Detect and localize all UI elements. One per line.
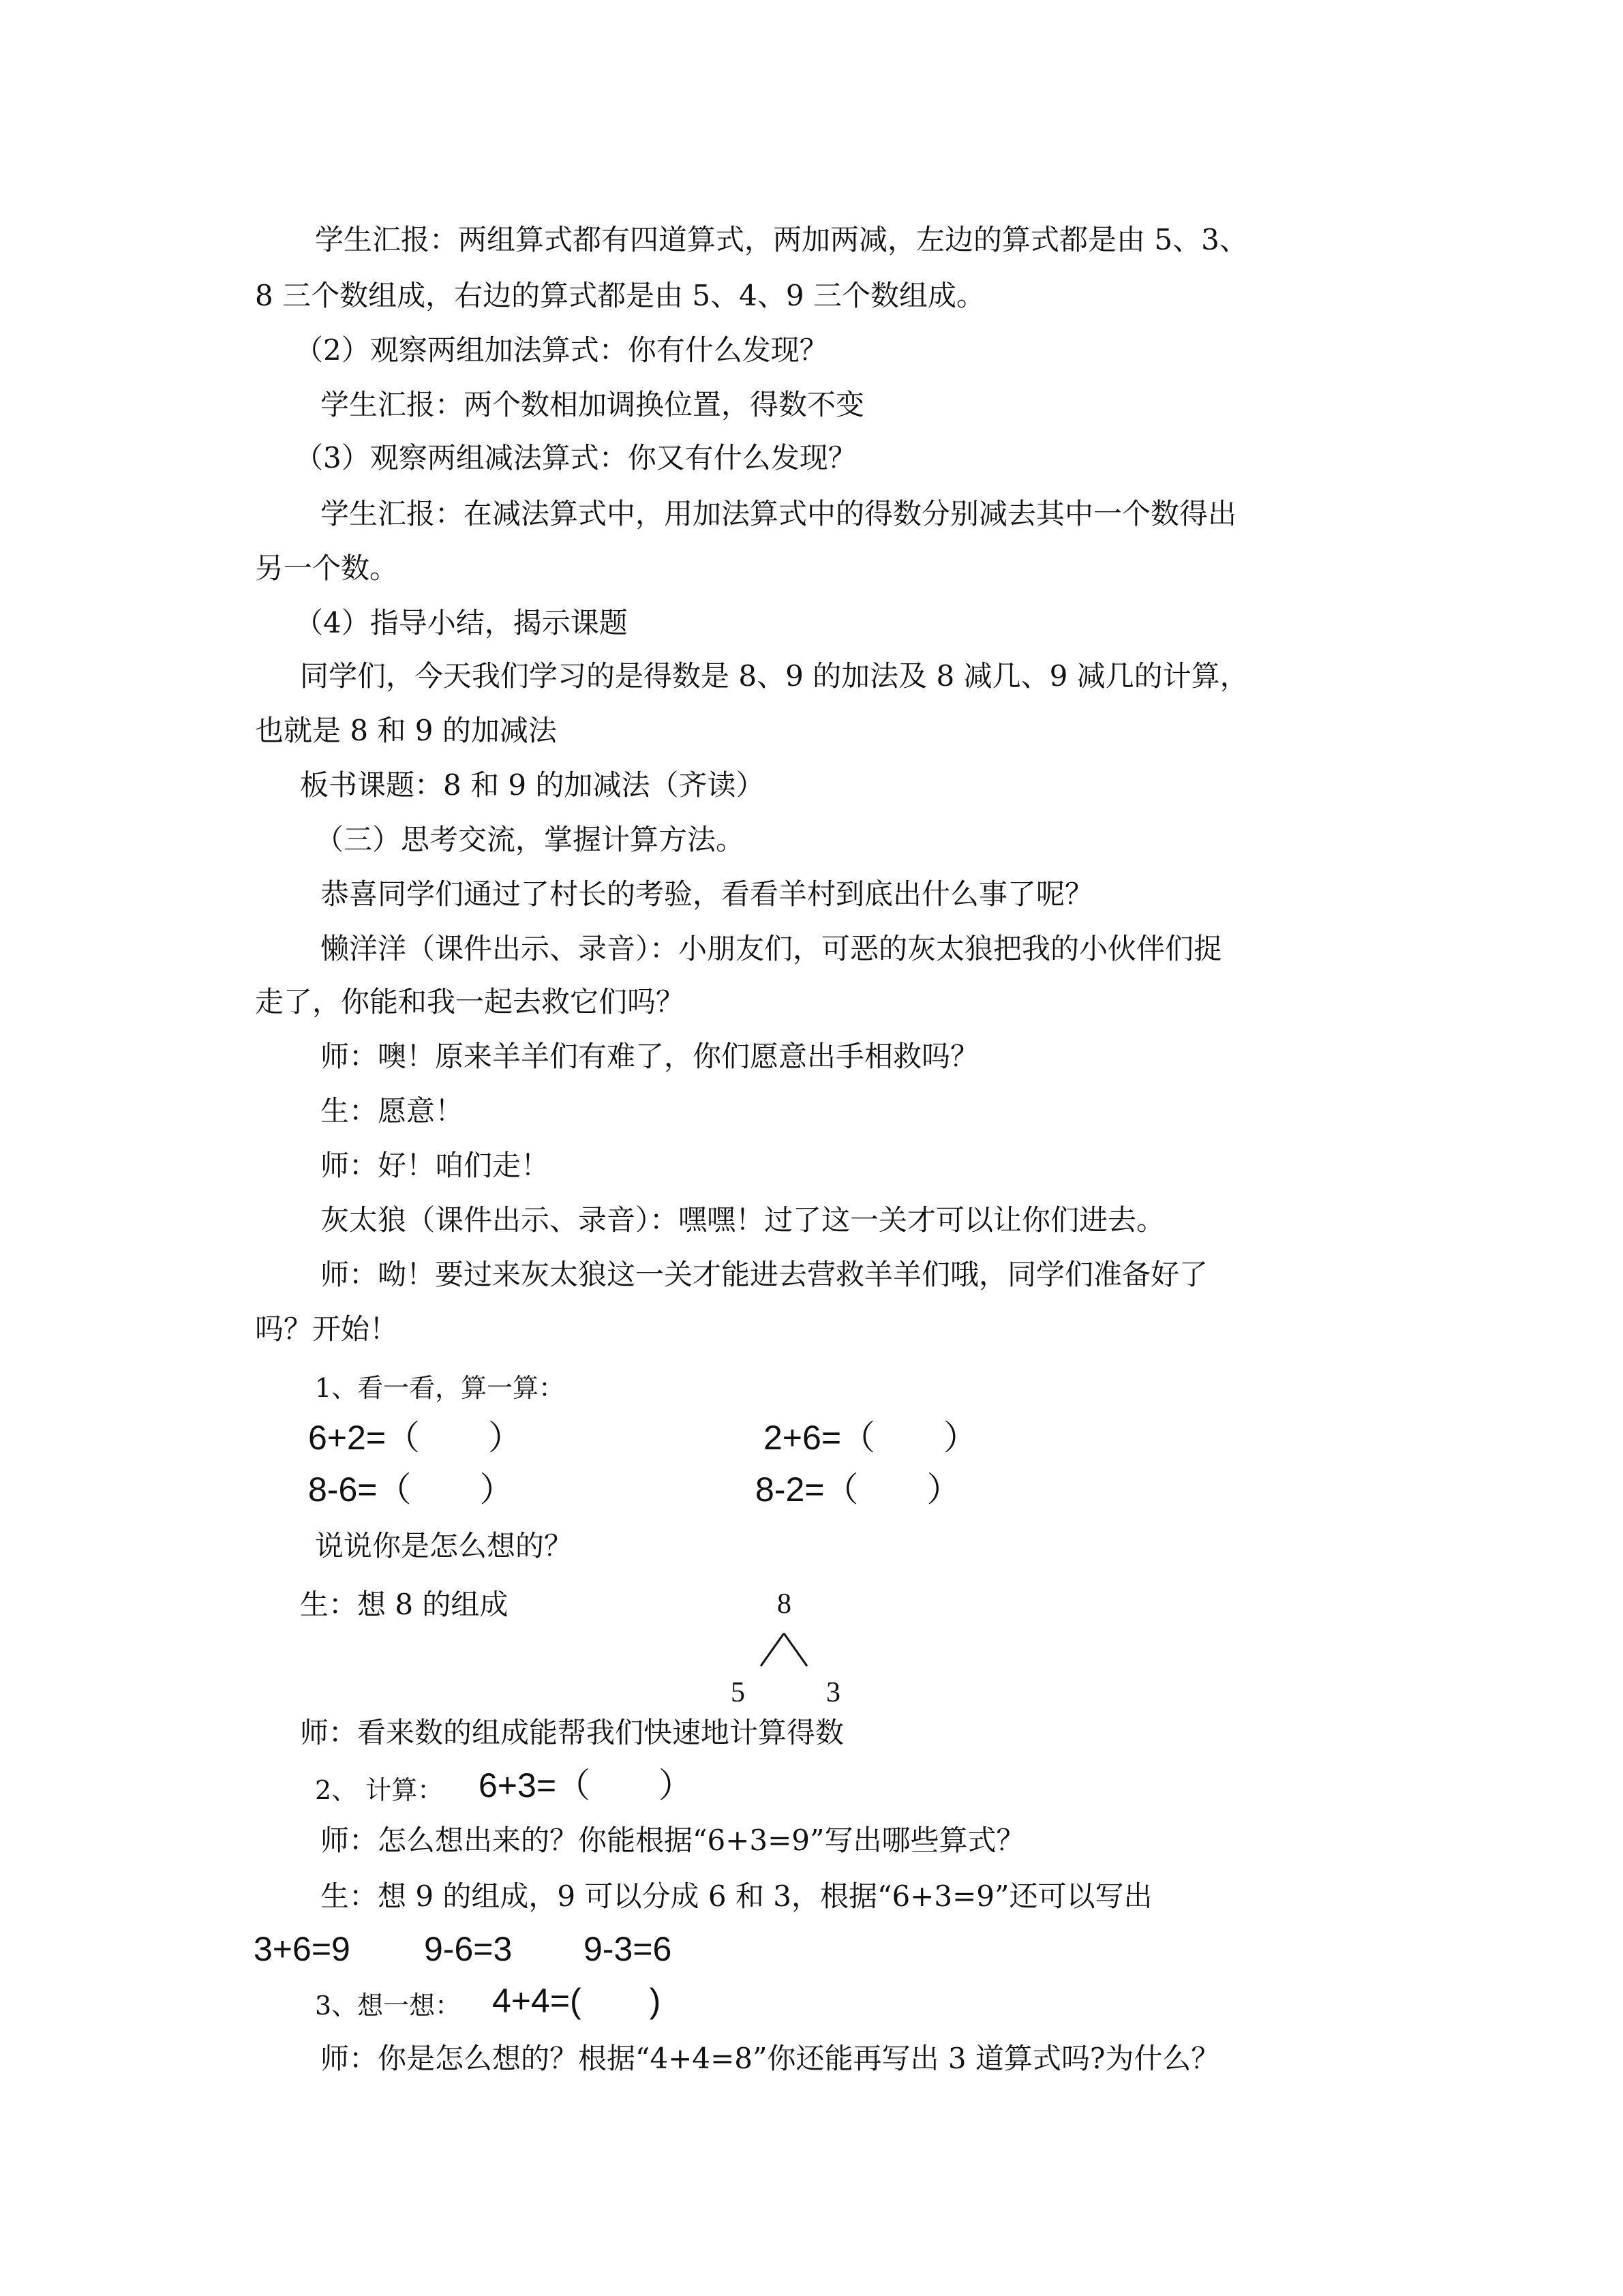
paragraph-line: 生：想 8 的组成 xyxy=(300,1588,509,1621)
paragraph-line: 也就是 8 和 9 的加减法 xyxy=(255,714,557,747)
paragraph-line: 师：呦！要过来灰太狼这一关才能进去营救羊羊们哦，同学们准备好了 xyxy=(320,1258,1209,1291)
paragraph-line: 师：你是怎么想的？根据“4+4=8”你还能再写出 3 道算式吗?为什么？ xyxy=(320,2042,1220,2075)
question-1-label: 1、看一看，算一算： xyxy=(315,1373,565,1403)
result-3-plus-6: 3+6=9 xyxy=(254,1930,350,1968)
tree-left-number: 5 xyxy=(731,1677,745,1708)
tree-branch-lines xyxy=(757,1631,811,1672)
paragraph-line: 同学们，今天我们学习的是得数是 8、9 的加法及 8 减几、9 减几的计算， xyxy=(300,659,1249,693)
paragraph-line: 走了，你能和我一起去救它们吗？ xyxy=(255,985,685,1018)
question-3-expression: 4+4=( ) xyxy=(492,1982,661,2020)
paragraph-line: 吗？开始！ xyxy=(255,1312,399,1346)
paragraph-line: 生：愿意！ xyxy=(320,1094,464,1128)
paragraph-line: 学生汇报：两个数相加调换位置，得数不变 xyxy=(320,388,865,421)
question-3-label: 3、想一想： xyxy=(315,1991,461,2021)
paragraph-line: 学生汇报：在减法算式中，用加法算式中的得数分别减去其中一个数得出 xyxy=(320,497,1237,530)
paragraph-line: 师：好！咱们走！ xyxy=(320,1149,550,1182)
paragraph-line: 师：怎么想出来的？你能根据“6+3=9”写出哪些算式？ xyxy=(320,1824,1025,1857)
paragraph-line: 懒洋洋（课件出示、录音）：小朋友们，可恶的灰太狼把我的小伙伴们捉 xyxy=(320,932,1223,965)
paragraph-line: 恭喜同学们通过了村长的考验，看看羊村到底出什么事了呢？ xyxy=(320,877,1094,911)
result-9-minus-6: 9-6=3 xyxy=(424,1930,513,1968)
paragraph-line: 8 三个数组成，右边的算式都是由 5、4、9 三个数组成。 xyxy=(255,279,985,312)
paragraph-line: 师：看来数的组成能帮我们快速地计算得数 xyxy=(300,1716,845,1749)
paragraph-line: 学生汇报：两组算式都有四道算式，两加两减，左边的算式都是由 5、3、 xyxy=(315,223,1248,256)
paragraph-line: 板书课题：8 和 9 的加减法（齐读） xyxy=(300,768,765,802)
section-heading: （三）思考交流，掌握计算方法。 xyxy=(315,823,745,856)
question-2-expression: 6+3=（ ） xyxy=(479,1766,693,1804)
result-9-minus-3: 9-3=6 xyxy=(583,1930,672,1968)
tree-top-number: 8 xyxy=(777,1588,791,1620)
paragraph-line: （3）观察两组减法算式：你又有什么发现？ xyxy=(294,441,857,474)
exercise-6-plus-2: 6+2=（ ） xyxy=(308,1419,523,1457)
paragraph-line: （2）观察两组加法算式：你有什么发现？ xyxy=(294,333,828,367)
paragraph-line: 说说你是怎么想的？ xyxy=(315,1529,573,1562)
paragraph-line: 师：噢！原来羊羊们有难了，你们愿意出手相救吗？ xyxy=(320,1040,980,1073)
exercise-8-minus-2: 8-2=（ ） xyxy=(755,1470,961,1509)
paragraph-line: 另一个数。 xyxy=(255,552,399,585)
exercise-8-minus-6: 8-6=（ ） xyxy=(308,1470,514,1509)
paragraph-line: （4）指导小结，揭示课题 xyxy=(294,606,628,639)
exercise-2-plus-6: 2+6=（ ） xyxy=(763,1419,978,1457)
paragraph-line: 生：想 9 的组成，9 可以分成 6 和 3，根据“6+3=9”还可以写出 xyxy=(320,1879,1153,1913)
paragraph-line: 灰太狼（课件出示、录音）：嘿嘿！过了这一关才可以让你们进去。 xyxy=(320,1203,1166,1237)
tree-right-number: 3 xyxy=(826,1677,840,1708)
question-2-label: 2、 计算： xyxy=(315,1775,444,1805)
